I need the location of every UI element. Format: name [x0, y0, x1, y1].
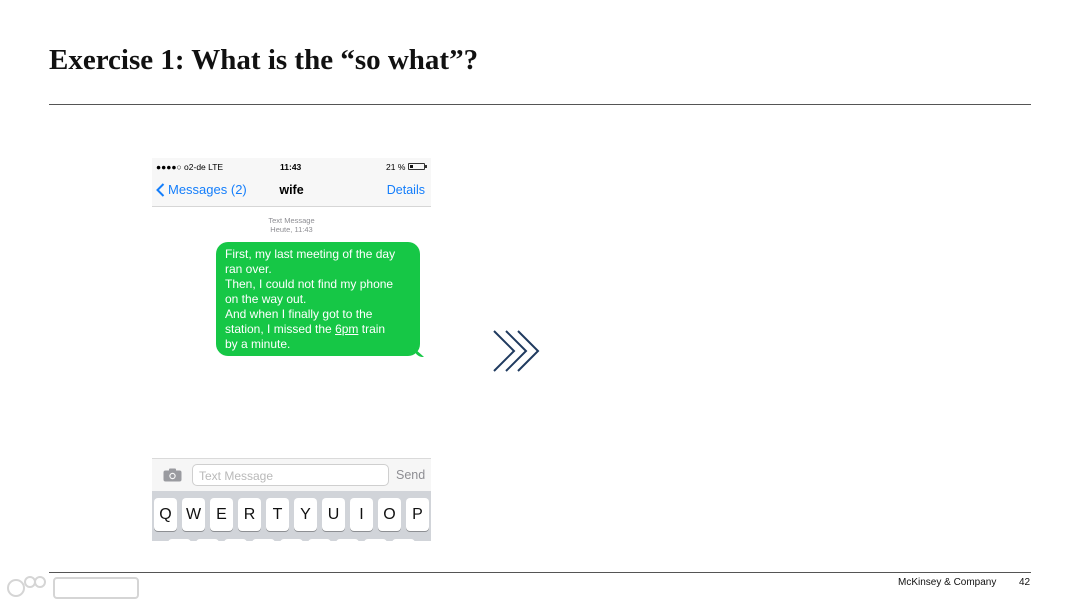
key-u[interactable]: U	[322, 498, 345, 531]
status-time: 11:43	[280, 162, 302, 172]
battery-icon	[408, 163, 425, 170]
back-button-label: Messages (2)	[168, 182, 247, 197]
message-timestamp: Heute, 11:43	[270, 225, 313, 234]
page-number: 42	[1019, 577, 1031, 588]
time-link[interactable]: 6pm	[335, 322, 359, 336]
key-o[interactable]: O	[378, 498, 401, 531]
battery-percent: 21 %	[386, 162, 406, 172]
bubble-tail	[414, 348, 424, 357]
key-e[interactable]: E	[210, 498, 233, 531]
message-bubble	[216, 242, 420, 356]
send-button[interactable]: Send	[396, 468, 426, 482]
message-text: train	[358, 322, 386, 336]
message-line: ran over.	[225, 262, 272, 276]
chevron-left-icon	[156, 183, 165, 197]
key-partial[interactable]	[168, 539, 191, 541]
keyboard	[152, 491, 431, 541]
key-partial[interactable]	[364, 539, 387, 541]
message-text: station, I missed the	[225, 322, 336, 336]
message-text-field[interactable]: Text Message	[192, 464, 389, 486]
details-button[interactable]: Details	[386, 183, 425, 197]
key-partial[interactable]	[252, 539, 275, 541]
key-partial[interactable]	[280, 539, 303, 541]
battery-level	[410, 165, 413, 168]
triple-chevron-right-icon	[492, 329, 544, 373]
message-line-with-link	[225, 322, 412, 337]
key-partial[interactable]	[308, 539, 331, 541]
phone-screenshot	[152, 158, 431, 541]
key-q[interactable]: Q	[154, 498, 177, 531]
camera-icon[interactable]	[163, 468, 182, 482]
key-partial[interactable]	[196, 539, 219, 541]
key-w[interactable]: W	[182, 498, 205, 531]
key-partial[interactable]	[392, 539, 415, 541]
title-divider	[49, 104, 1031, 105]
key-partial[interactable]	[336, 539, 359, 541]
key-p[interactable]: P	[406, 498, 429, 531]
watermark-logo	[6, 572, 146, 604]
status-bar	[152, 158, 431, 176]
conversation-title: wife	[279, 183, 304, 197]
key-partial[interactable]	[224, 539, 247, 541]
key-y[interactable]: Y	[294, 498, 317, 531]
message-line: on the way out.	[225, 292, 307, 306]
message-line: And when I finally got to the	[225, 307, 373, 321]
footer-company: McKinsey & Company	[898, 577, 997, 588]
message-meta	[152, 216, 431, 234]
navigation-bar	[152, 176, 431, 207]
key-t[interactable]: T	[266, 498, 289, 531]
footer-divider	[49, 572, 1031, 573]
message-line: Then, I could not find my phone	[225, 277, 394, 291]
key-i[interactable]: I	[350, 498, 373, 531]
message-line: by a minute.	[225, 337, 291, 351]
back-button[interactable]	[156, 182, 247, 197]
message-type: Text Message	[268, 216, 315, 225]
carrier-label: ●●●●○ o2-de LTE	[156, 162, 224, 172]
slide-title: Exercise 1: What is the “so what”?	[49, 44, 479, 76]
message-input-bar	[152, 458, 431, 492]
key-r[interactable]: R	[238, 498, 261, 531]
message-line: First, my last meeting of the day	[225, 247, 396, 261]
